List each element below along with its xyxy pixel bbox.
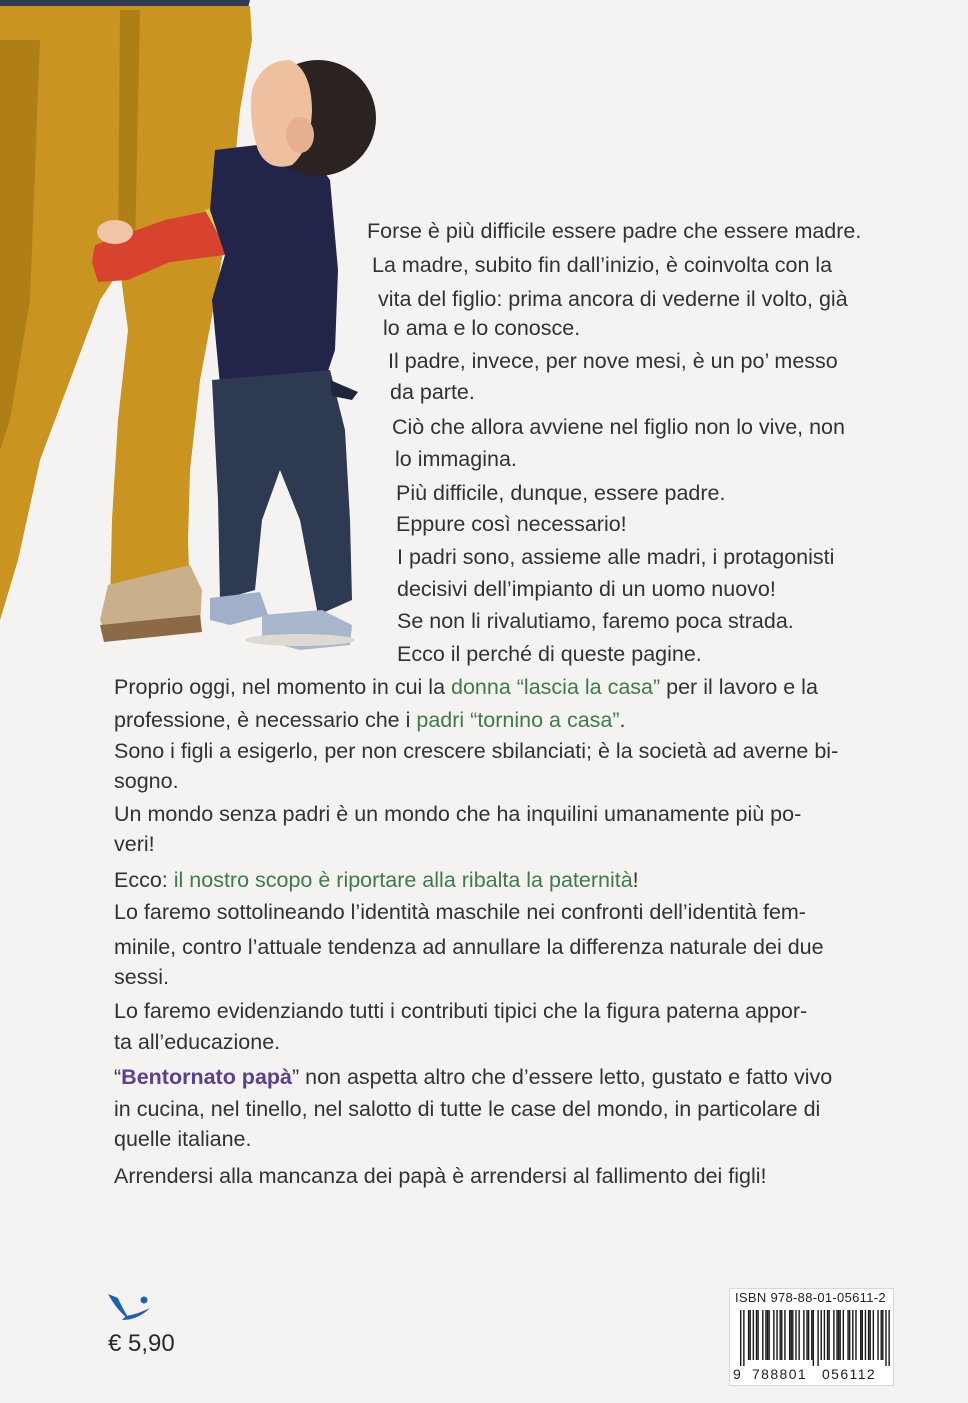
text-line xyxy=(114,706,626,734)
text-line xyxy=(378,285,848,313)
text-segment: Lo faremo evidenziando tutti i contributi tipici che la figura paterna appor- xyxy=(114,999,808,1023)
text-line xyxy=(396,479,725,507)
text-segment: ! xyxy=(632,868,639,892)
barcode-bar xyxy=(885,1310,886,1366)
barcode-bar xyxy=(767,1310,768,1360)
barcode-bar xyxy=(839,1310,840,1360)
text-line xyxy=(367,217,861,245)
text-segment: Ecco il perché di queste pagine. xyxy=(397,642,702,666)
text-line xyxy=(388,347,838,375)
barcode xyxy=(740,1310,890,1366)
barcode-bar xyxy=(813,1310,814,1366)
barcode-bar xyxy=(873,1310,874,1360)
text-line xyxy=(114,1125,251,1153)
text-line xyxy=(114,800,801,828)
text-line xyxy=(396,510,627,538)
barcode-bar xyxy=(743,1310,744,1366)
text-segment: veri! xyxy=(114,832,155,856)
barcode-bar xyxy=(811,1310,812,1360)
text-line xyxy=(395,445,517,473)
barcode-bar xyxy=(749,1310,750,1360)
barcode-bar xyxy=(869,1310,870,1360)
barcode-bar xyxy=(795,1310,796,1360)
text-segment: La madre, subito fin dall’inizio, è coinvolta con la xyxy=(372,253,833,277)
text-segment: quelle italiane. xyxy=(114,1127,252,1151)
barcode-bar xyxy=(843,1310,844,1360)
text-segment: ta all’educazione. xyxy=(114,1030,281,1054)
text-segment: ” non aspetta altro che d’essere letto, gustato e fatto vivo xyxy=(292,1065,833,1089)
text-line xyxy=(372,251,832,279)
barcode-bar xyxy=(768,1310,769,1360)
barcode-bar xyxy=(765,1310,766,1360)
barcode-bar xyxy=(882,1310,883,1360)
text-segment: Sono i figli a esigerlo, per non crescere sbilanciati; è la società ad averne bi- xyxy=(114,739,839,763)
price-label: € 5,90 xyxy=(108,1330,175,1357)
text-line xyxy=(114,1095,820,1123)
text-segment: “ xyxy=(114,1065,122,1089)
text-line xyxy=(114,898,806,926)
text-line xyxy=(114,997,807,1025)
father-and-child-illustration xyxy=(0,0,400,660)
barcode-bar xyxy=(877,1310,878,1360)
text-line xyxy=(114,830,155,858)
text-segment: Un mondo senza padri è un mondo che ha inquilini umanamente più po- xyxy=(114,802,802,826)
text-segment: Lo faremo sottolineando l’identità maschile nei confronti dell’identità fem- xyxy=(114,900,806,924)
barcode-bar xyxy=(827,1310,828,1360)
barcode-bar xyxy=(757,1310,758,1360)
text-segment: sogno. xyxy=(114,769,179,793)
text-line xyxy=(114,963,169,991)
text-segment: Ecco: xyxy=(114,868,174,892)
text-line xyxy=(392,413,845,441)
barcode-bar xyxy=(881,1310,882,1360)
text-segment: Più difficile, dunque, essere padre. xyxy=(396,481,726,505)
text-segment: Se non li rivalutiamo, faremo poca strada. xyxy=(397,609,794,633)
text-segment: Ciò che allora avviene nel figlio non lo vive, non xyxy=(392,415,845,439)
text-segment: lo ama e lo conosce. xyxy=(383,316,581,340)
barcode-bar xyxy=(762,1310,763,1360)
text-segment: Forse è più difficile essere padre che essere madre. xyxy=(367,219,862,243)
text-line xyxy=(114,933,824,961)
barcode-bar xyxy=(808,1310,809,1360)
barcode-bar xyxy=(740,1310,741,1366)
barcode-bar xyxy=(792,1310,793,1360)
barcode-bar xyxy=(865,1310,866,1360)
text-line xyxy=(114,866,639,894)
text-line xyxy=(114,1063,832,1091)
highlight-text: Bentornato papà xyxy=(121,1065,292,1089)
text-segment: I padri sono, assieme alle madri, i protagonisti xyxy=(397,545,835,569)
text-segment: Il padre, invece, per nove mesi, è un po’ messo xyxy=(388,349,838,373)
text-segment: lo immagina. xyxy=(395,447,517,471)
text-segment: professione, è necessario che i xyxy=(114,708,417,732)
text-line xyxy=(114,1162,767,1190)
barcode-bar xyxy=(828,1310,829,1360)
text-segment: Proprio oggi, nel momento in cui la xyxy=(114,675,452,699)
barcode-bar xyxy=(838,1310,839,1360)
barcode-bar xyxy=(776,1310,777,1360)
barcode-bar xyxy=(849,1310,850,1360)
barcode-digit-first: 9 xyxy=(733,1366,741,1382)
barcode-bar xyxy=(824,1310,825,1360)
text-segment: in cucina, nel tinello, nel salotto di tutte le case del mondo, in particolare di xyxy=(114,1097,821,1121)
text-line xyxy=(397,640,702,668)
barcode-bar xyxy=(756,1310,757,1360)
text-segment: Arrendersi alla mancanza dei papà è arrendersi al fallimento dei figli! xyxy=(114,1164,767,1188)
bird-swoosh-icon xyxy=(104,1290,154,1326)
text-segment: da parte. xyxy=(390,380,475,404)
text-segment: decisivi dell’impianto di un uomo nuovo! xyxy=(397,577,776,601)
barcode-bar xyxy=(888,1310,889,1366)
text-line xyxy=(390,378,475,406)
text-line xyxy=(114,767,179,795)
barcode-digits-group2: 056112 xyxy=(822,1366,877,1382)
text-line xyxy=(397,543,834,571)
highlight-text: donna “lascia la casa” xyxy=(451,675,661,699)
barcode-bar xyxy=(821,1310,822,1360)
barcode-bar xyxy=(753,1310,754,1360)
barcode-bar xyxy=(817,1310,818,1366)
barcode-bar xyxy=(779,1310,780,1360)
barcode-bar xyxy=(781,1310,782,1360)
barcode-bar xyxy=(852,1310,853,1360)
barcode-bar xyxy=(833,1310,834,1360)
text-segment: . xyxy=(619,708,626,732)
text-segment: minile, contro l’attuale tendenza ad annullare la differenza naturale dei due xyxy=(114,935,824,959)
barcode-bar xyxy=(806,1310,807,1360)
text-line xyxy=(114,1028,280,1056)
barcode-bar xyxy=(847,1310,848,1360)
barcode-bar xyxy=(798,1310,799,1360)
text-segment: per il lavoro e la xyxy=(660,675,818,699)
barcode-bar xyxy=(784,1310,785,1360)
text-line xyxy=(383,314,580,342)
barcode-bar xyxy=(860,1310,861,1360)
barcode-bar xyxy=(855,1310,856,1360)
text-line xyxy=(114,673,818,701)
barcode-bar xyxy=(791,1310,792,1360)
text-segment: sessi. xyxy=(114,965,169,989)
barcode-bar xyxy=(789,1310,790,1360)
highlight-text: padri “tornino a casa” xyxy=(416,708,620,732)
barcode-bar xyxy=(803,1310,804,1360)
barcode-bar xyxy=(773,1310,774,1360)
barcode-bar xyxy=(862,1310,863,1360)
barcode-bar xyxy=(868,1310,869,1360)
barcode-digits-group1: 788801 xyxy=(752,1366,808,1382)
text-line xyxy=(397,575,776,603)
isbn-label: ISBN 978-88-01-05611-2 xyxy=(735,1290,886,1305)
barcode-bar xyxy=(836,1310,837,1360)
text-line xyxy=(397,607,794,635)
barcode-bar xyxy=(748,1310,749,1360)
text-line xyxy=(114,737,838,765)
text-segment: Eppure così necessario! xyxy=(396,512,627,536)
highlight-text: il nostro scopo è riportare alla ribalta la paternità xyxy=(173,868,633,892)
text-segment: vita del figlio: prima ancora di vederne il volto, già xyxy=(378,287,848,311)
